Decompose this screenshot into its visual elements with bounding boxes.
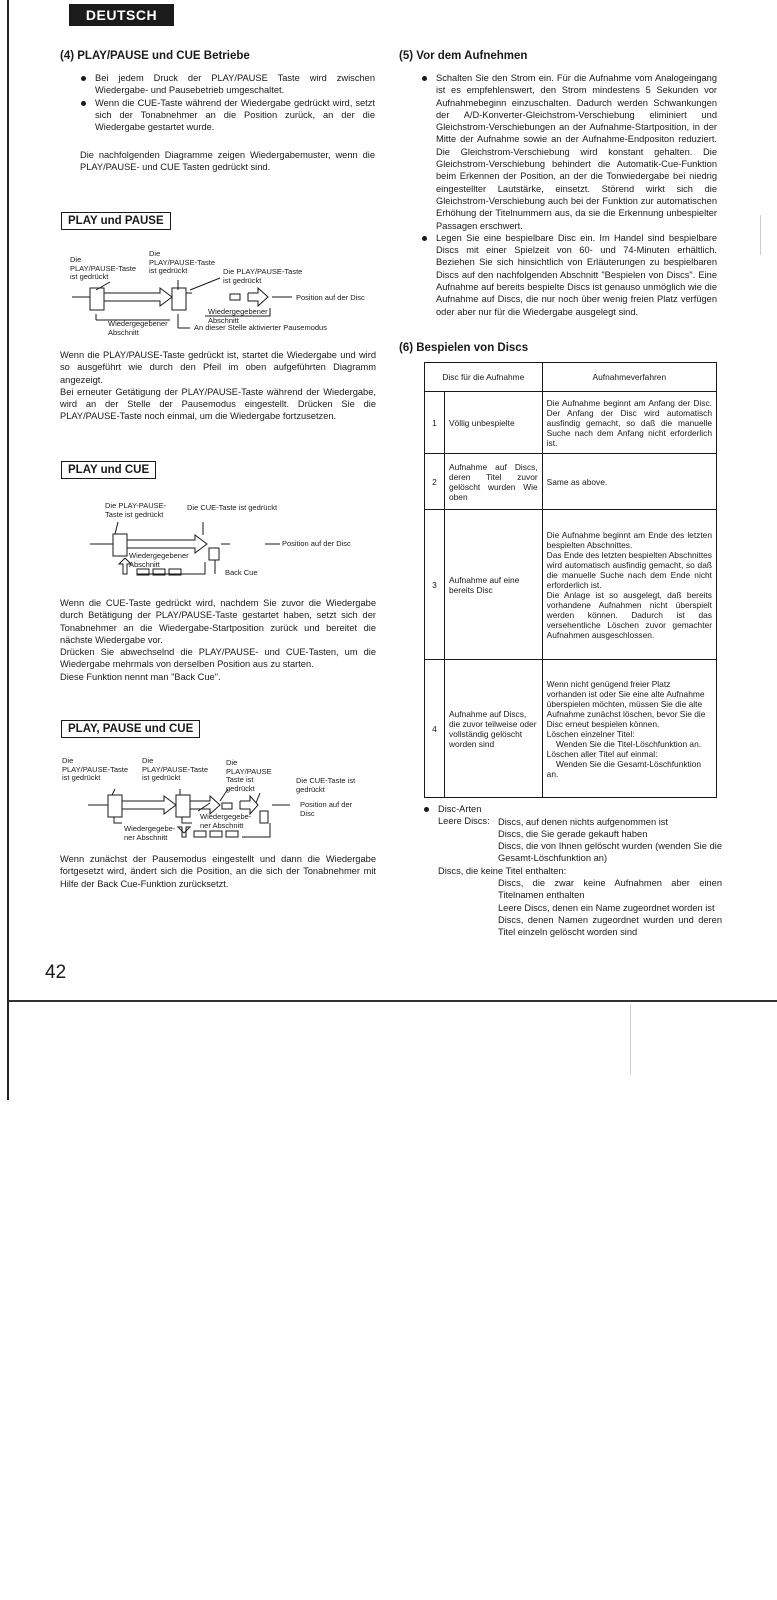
play-cue-text: Wenn die CUE-Taste gedrückt wird, nachdem Sie zuvor die Wiedergabe durch Betätigung der PLAY/PAUSE-Taste gestartet haben, setzt sich der Tonabnehmer an die Wiedergabe-Startposition zurück und bereitet die nächste Wiedergabe vor. Drücken Sie abwechselnd die PLAY/PAUSE- und CUE-Tasten, um die Wiedergabe mehrmals von derselben Position aus zu starten. Diese Funktion nennt man "Back Cue". [60, 598, 376, 682]
no-title-discs-item: Leere Discs, denen ein Name zugeordnet worden ist [498, 902, 715, 913]
empty-discs-item: Discs, auf denen nichts aufgenommen ist [498, 816, 669, 827]
table-cell: Die Aufnahme beginnt am Anfang der Disc. Der Anfang der Disc wird automatisch ausfindig gemacht, so daß die manuelle Suche nach dem Anfang nicht erforderlich ist. [542, 392, 716, 454]
no-title-discs-item: Discs, die zwar keine Aufnahmen aber einen Titelnamen enthalten [498, 878, 722, 901]
table-row [425, 510, 717, 660]
section-5-bullets [436, 72, 717, 318]
list-item: Legen Sie eine bespielbare Disc ein. Im Handel sind bespielbare Discs mit einer Spielzeit von 60- und 74-Minuten erhältlich. Beziehen Sie sich hinsichtlich von Erläuterungen zu bespielbaren Discs auf den nachfolgenden Abschnitt "Bespielen von Discs". Eine Aufnahme auf bereits bespielte Discs ist genauso unmöglich wie die Aufnahme auf Discs, die nur noch über wenig freien Platz verfügen oder aber nur für die Wiedergabe ausgelegt sind. [436, 232, 717, 317]
table-cell: 2 [425, 454, 445, 510]
diagram-label: Die PLAY/PAUSE-Taste ist gedrückt [149, 249, 215, 275]
table-row [425, 660, 717, 798]
table-cell: Die Aufnahme beginnt am Ende des letzten bespielten Abschnittes. Das Ende des letzten bespielten Abschnittes wird automatisch ausfindig gemacht, so daß die manuelle Suche nach dem Ende nicht erforderlich ist. Die Anlage ist so ausgelegt, daß bereits vorhandene Aufnahmen nicht überspielt werden können. Dadurch ist das versehentliche Löschen zuvor gemachter Aufnahmen ausgeschlossen. [542, 510, 716, 660]
table-cell: Völlig unbespielte [444, 392, 542, 454]
play-pause-cue-text: Wenn zunächst der Pausemodus eingestellt und dann die Wiedergabe fortgesetzt wird, ändert sich die Position, an die sich der Tonabnehmer mit Hilfe der Back Cue-Funktion zurücksetzt. [60, 854, 376, 889]
empty-discs-label: Leere Discs: [438, 816, 490, 827]
recording-table [424, 362, 717, 798]
diagram-label: Die PLAY-PAUSE- Taste ist gedrückt [105, 501, 167, 519]
table-cell: Aufnahme auf eine bereits Disc [444, 510, 542, 660]
bottom-rule [9, 1000, 777, 1002]
left-margin-rule [7, 0, 9, 1100]
play-pause-text: Wenn die PLAY/PAUSE-Taste gedrückt ist, startet die Wiedergabe und wird so ausgeführt wie durch den Pfeil im oben aufgeführten Diagramm angezeigt. Bei erneuter Getätigung der PLAY/PAUSE-Taste während der Wiedergabe, wird an der Stelle der Pausemodus eingestellt. Drücken Sie die PLAY/PAUSE-Taste noch einmal, um die Wiedergabe fortzusetzen. [60, 350, 376, 422]
play-cue-heading: PLAY und CUE [61, 461, 156, 479]
scan-artifact-line [760, 215, 761, 255]
table-header: Disc für die Aufnahme [425, 363, 543, 392]
no-title-discs-item: Discs, denen Namen zugeordnet wurden und deren Titel einzeln gelöscht worden sind [498, 914, 722, 938]
play-cue-diagram [85, 502, 375, 582]
table-cell: Aufnahme auf Discs, deren Titel zuvor gelöscht wurden Wie oben [444, 454, 542, 510]
diagram-label: Die PLAY/PAUSE-Taste ist gedrückt [142, 756, 208, 782]
diagram-label: An dieser Stelle aktivierter Pausemodus [194, 323, 327, 332]
section-5-title: (5) Vor dem Aufnehmen [399, 50, 528, 62]
table-cell: 4 [425, 660, 445, 798]
no-title-discs-label: Discs, die keine Titel enthalten: [438, 865, 567, 876]
table-header-row [425, 363, 717, 392]
play-pause-cue-diagram [60, 757, 380, 842]
section-4-bullets [95, 72, 375, 133]
empty-discs-item: Discs, die von Ihnen gelöscht wurden (wenden Sie die Gesamt-Löschfunktion an) [498, 841, 722, 864]
diagram-label: Position auf der Disc [296, 293, 365, 302]
list-item: Bei jedem Druck der PLAY/PAUSE Taste wird zwischen Wiedergabe- und Pausebetrieb umgeschaltet. [95, 73, 375, 96]
diagram-label: Back Cue [225, 568, 258, 577]
play-pause-cue-heading: PLAY, PAUSE und CUE [61, 720, 200, 738]
table-row [425, 454, 717, 510]
table-header: Aufnahmeverfahren [542, 363, 716, 392]
diagram-label: Position auf der Disc [300, 800, 353, 818]
scan-artifact-line [630, 1004, 631, 1074]
list-item: Disc-Arten [438, 803, 722, 815]
table-cell: Aufnahme auf Discs, die zuvor teilweise oder vollständig gelöscht worden sind [444, 660, 542, 798]
diagram-label: Die PLAY/PAUSE Taste ist gedrückt [226, 758, 272, 793]
diagram-label: Wiedergegebener Abschnitt [108, 319, 168, 337]
diagram-label: Die CUE-Taste ist gedrückt [187, 503, 278, 512]
section-4-intro: Die nachfolgenden Diagramme zeigen Wiedergabemuster, wenn die PLAY/PAUSE- und CUE Tasten gedrückt sind. [80, 150, 375, 173]
diagram-label: Die PLAY/PAUSE-Taste ist gedrückt [62, 756, 128, 782]
language-tab: DEUTSCH [69, 4, 174, 26]
diagram-label: Position auf der Disc [282, 539, 351, 548]
disc-types [422, 803, 722, 939]
diagram-label: Die PLAY/PAUSE-Taste ist gedrückt [70, 255, 136, 281]
disc-types-bullet [422, 803, 722, 815]
diagram-label: Wiedergegebe- ner Abschnitt [200, 812, 252, 830]
diagram-label: Wiedergegebener Abschnitt [208, 307, 268, 325]
page-number: 42 [45, 962, 67, 983]
section-4-title: (4) PLAY/PAUSE und CUE Betriebe [60, 50, 250, 62]
play-pause-diagram [60, 250, 380, 340]
diagram-label: Die CUE-Taste ist gedrückt [296, 776, 356, 794]
diagram-label: Die PLAY/PAUSE-Taste ist gedrückt [223, 267, 303, 285]
empty-discs-item: Discs, die Sie gerade gekauft haben [498, 828, 648, 839]
table-cell: Wenn nicht genügend freier Platz vorhanden ist oder Sie eine alte Aufnahme überspielen möchten, müssen Sie die alte Aufnahme zunächst löschen, bevor Sie die Disc erneut bespielen können. Löschen einzelner Titel: Wenden Sie die Titel-Löschfunktion an. Löschen aller Titel auf einmal: Wenden Sie die Gesamt-Löschfunktion an. [542, 660, 716, 798]
diagram-label: Wiedergegebener Abschnitt [129, 551, 189, 569]
table-cell: 3 [425, 510, 445, 660]
table-cell: 1 [425, 392, 445, 454]
table-cell: Same as above. [542, 454, 716, 510]
list-item: Schalten Sie den Strom ein. Für die Aufnahme vom Analogeingang ist es empfehlenswert, den Strom mindestens 5 Sekunden vor Aufnahmebeginn einzuschalten. Dadurch werden Schwankungen der A/D-Konverter-Gleichstrom-Verschiebung eliminiert und Gleichstrom-Verschiebungen an der Aufnahme-Startposition, in der Mitte der Aufnahme sowie an der Aufnahme-Endpositon reduziert. Die Gleichstrom-Verschiebung wird konstant gehalten. Die Gleichstrom-Verschiebung behindert die Automatik-Cue-Funktion beim Erkennen der Position, an der die Tonwiedergabe bei niedrig eingestellter Lautstärke, einsetzt. Störend wirkt sich die Gleichstrom-Verschiebung auch bei der Funktion zur automatischen Erhöhung der Titelnummern aus, da sie die Erkennung unbespielter Passagen erschwert. [436, 73, 717, 231]
list-item: Wenn die CUE-Taste während der Wiedergabe gedrückt wird, setzt sich der Tonabnehmer an die Position zurück, an der die Wiedergabe gestartet wurde. [95, 97, 375, 133]
table-row [425, 392, 717, 454]
play-pause-heading: PLAY und PAUSE [61, 212, 171, 230]
diagram-label: Wiedergegebe- ner Abschnitt [124, 824, 176, 842]
section-6-title: (6) Bespielen von Discs [399, 342, 529, 354]
